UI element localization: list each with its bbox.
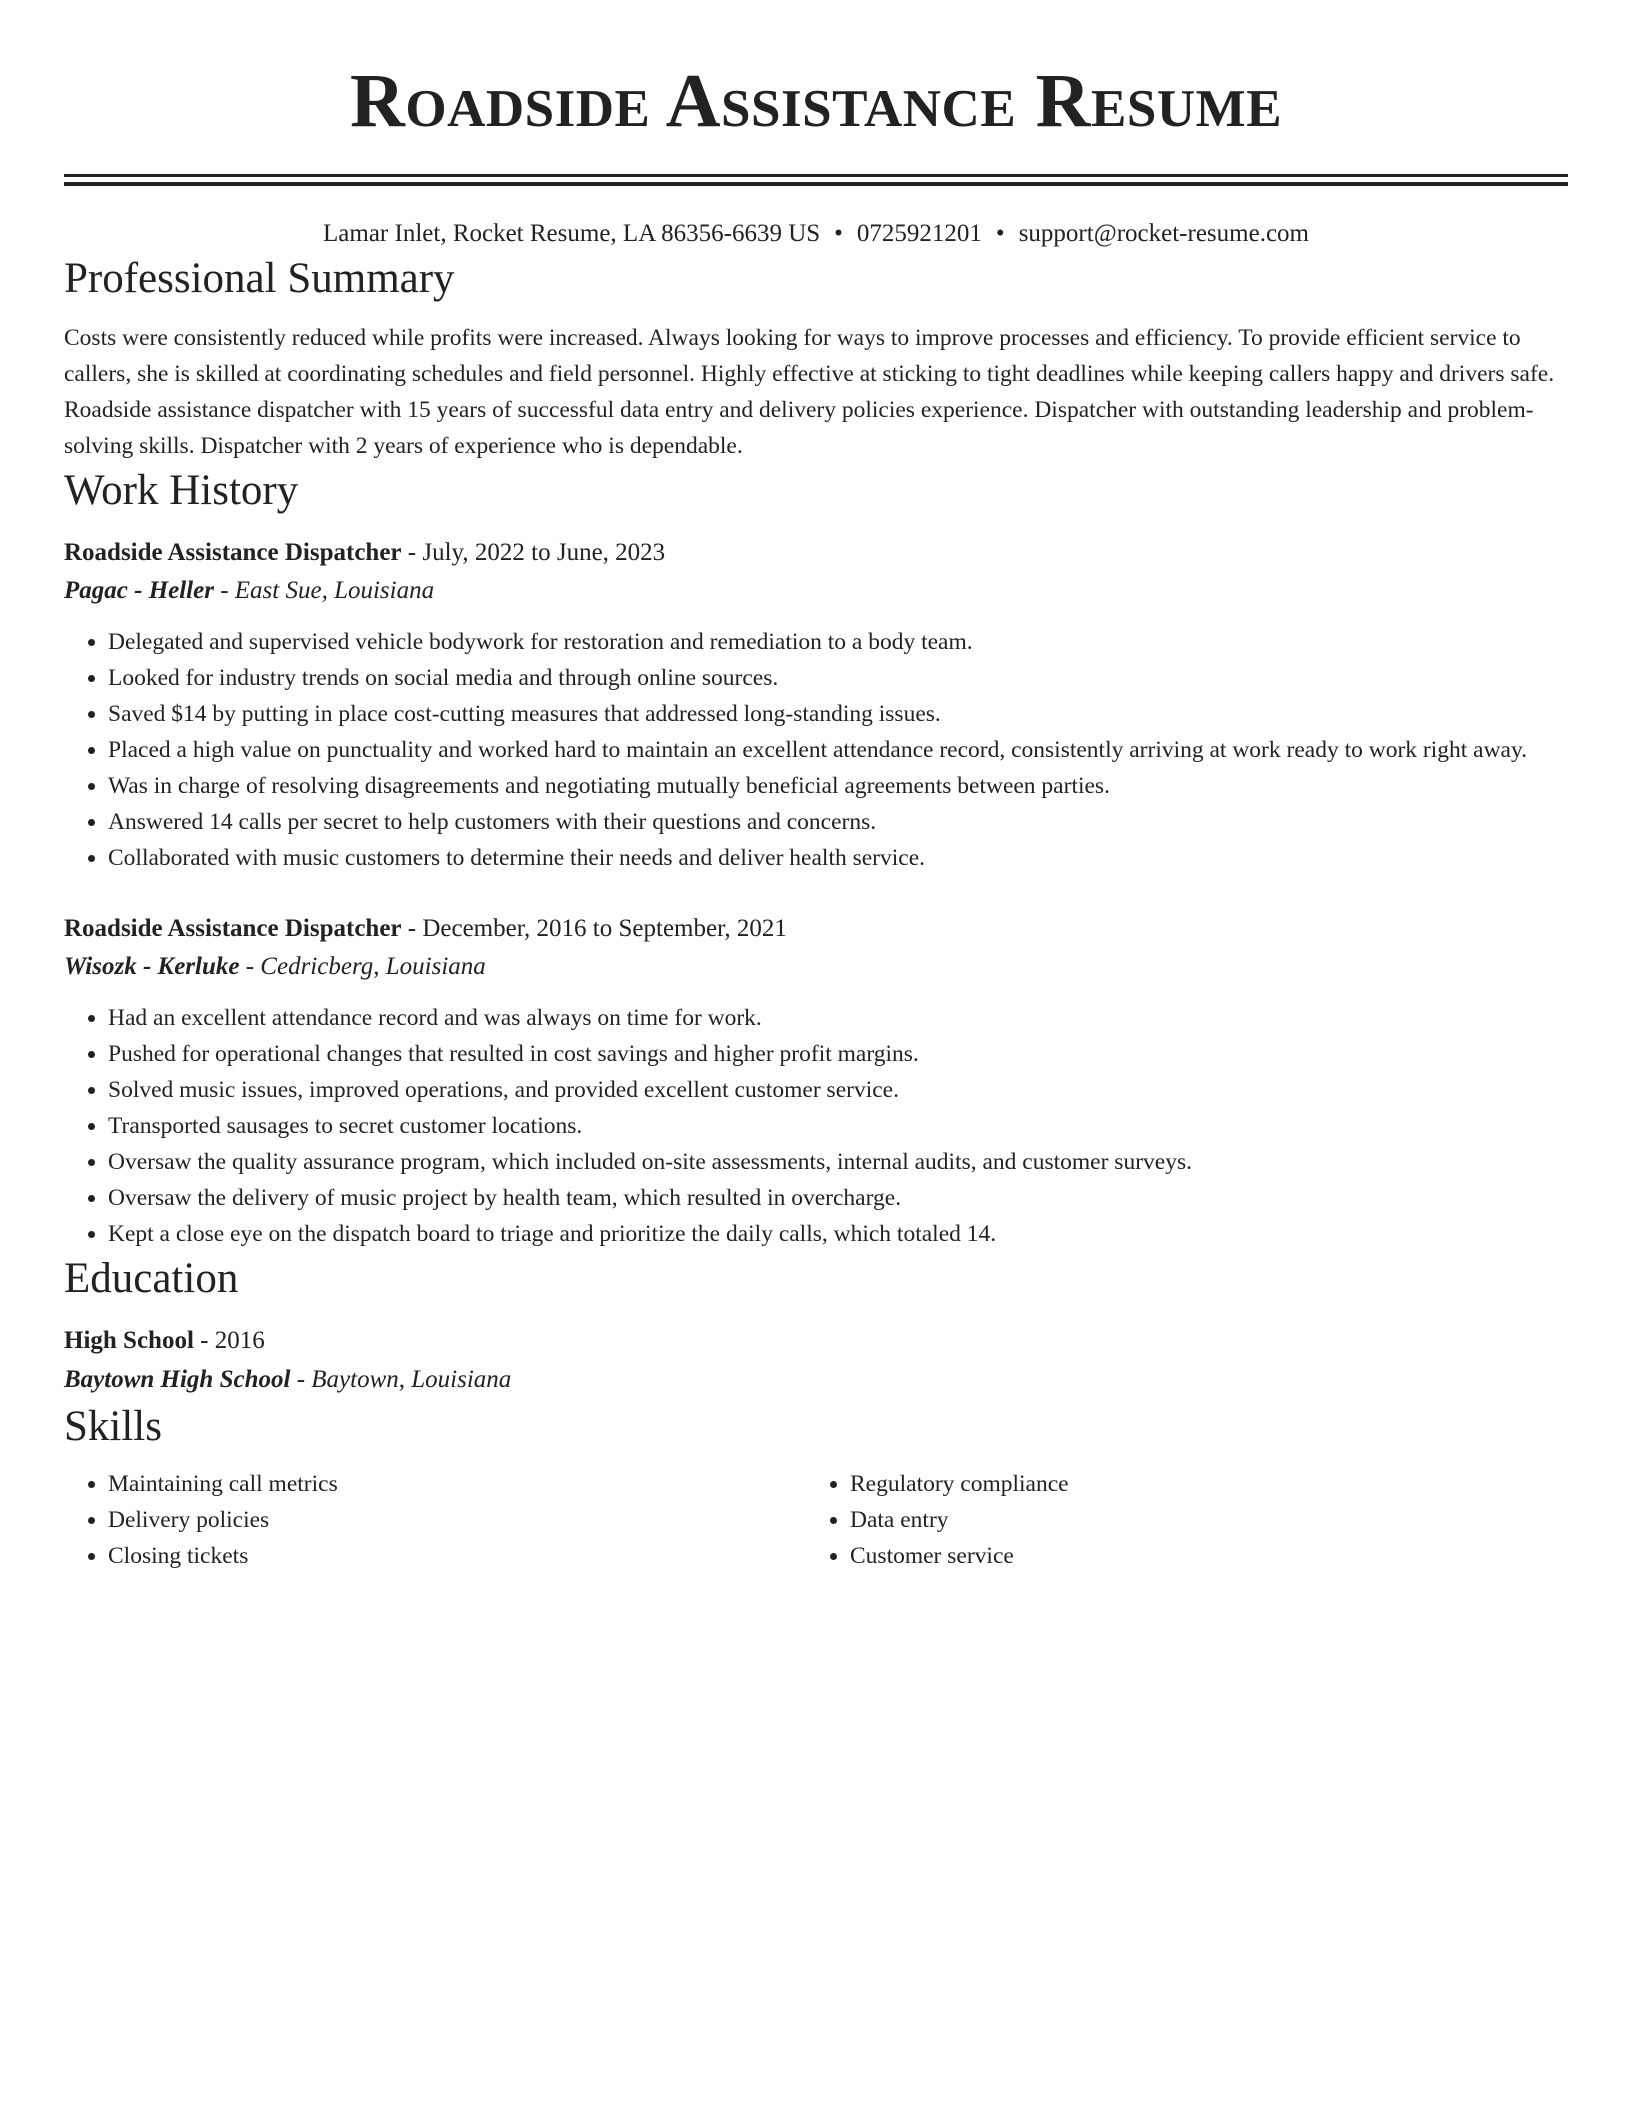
job-entry: [64, 534, 1568, 876]
job-company: Pagac - Heller: [64, 577, 214, 604]
skill-item: • Data entry: [850, 1502, 1548, 1538]
job-duties-list: [64, 624, 1568, 876]
contact-email: support@rocket-resume.com: [1018, 220, 1309, 247]
contact-separator: •: [834, 220, 843, 247]
job-duty: • Saved $14 by putting in place cost-cutting measures that addressed long-standing issues.: [108, 696, 1568, 732]
education-entry: [64, 1322, 1568, 1400]
job-duty: • Oversaw the quality assurance program, which included on-site assessments, internal audits, and customer surveys.: [108, 1144, 1568, 1180]
skills-list-right: [806, 1466, 1548, 1574]
title-divider: [64, 174, 1568, 186]
skill-item: • Maintaining call metrics: [108, 1466, 806, 1502]
contact-address: Lamar Inlet, Rocket Resume, LA 86356-6639 US: [323, 220, 821, 247]
job-company: Wisozk - Kerluke: [64, 953, 240, 980]
contact-line: [64, 216, 1568, 252]
summary-heading: Professional Summary: [64, 255, 455, 302]
education-location: - Baytown, Louisiana: [290, 1366, 512, 1393]
education-school-line: [64, 1360, 1568, 1400]
education-degree: High School: [64, 1327, 194, 1354]
job-duty: • Transported sausages to secret customer locations.: [108, 1108, 1568, 1144]
job-duties-list: [64, 1000, 1568, 1252]
education-school: Baytown High School: [64, 1366, 291, 1393]
job-location: - Cedricberg, Louisiana: [239, 953, 486, 980]
job-duty: • Oversaw the delivery of music project by health team, which resulted in overcharge.: [108, 1180, 1568, 1216]
skills-columns: [64, 1466, 1568, 1574]
job-company-line: [64, 948, 1568, 986]
job-role: Roadside Assistance Dispatcher: [64, 915, 402, 942]
job-role: Roadside Assistance Dispatcher: [64, 539, 402, 566]
skills-heading: Skills: [64, 1403, 162, 1450]
job-duty: • Was in charge of resolving disagreements and negotiating mutually beneficial agreements between parties.: [108, 768, 1568, 804]
job-duty: • Kept a close eye on the dispatch board to triage and prioritize the daily calls, which totaled 14.: [108, 1216, 1568, 1252]
job-duty: • Pushed for operational changes that resulted in cost savings and higher profit margins.: [108, 1036, 1568, 1072]
job-title-line: [64, 910, 1568, 948]
skill-item: • Closing tickets: [108, 1538, 806, 1574]
education-year: - 2016: [193, 1327, 265, 1354]
job-duty: • Answered 14 calls per secret to help customers with their questions and concerns.: [108, 804, 1568, 840]
education-degree-line: [64, 1322, 1568, 1360]
job-dates: - July, 2022 to June, 2023: [401, 539, 666, 566]
job-company-line: [64, 572, 1568, 610]
skill-item: • Customer service: [850, 1538, 1548, 1574]
education-heading: Education: [64, 1255, 239, 1302]
job-title-line: [64, 534, 1568, 572]
resume-title: Roadside Assistance Resume: [349, 59, 1283, 143]
skill-item: • Regulatory compliance: [850, 1466, 1548, 1502]
job-duty: • Placed a high value on punctuality and worked hard to maintain an excellent attendance record, consistently arriving at work ready to work right away.: [108, 732, 1568, 768]
job-duty: • Solved music issues, improved operations, and provided excellent customer service.: [108, 1072, 1568, 1108]
job-duty: • Looked for industry trends on social media and through online sources.: [108, 660, 1568, 696]
contact-phone: 0725921201: [856, 220, 982, 247]
skill-item: • Delivery policies: [108, 1502, 806, 1538]
job-duty: • Collaborated with music customers to determine their needs and deliver health service.: [108, 840, 1568, 876]
summary-text: Costs were consistently reduced while profits were increased. Always looking for ways to improve processes and efficiency. To provide efficient service to callers, she is skilled at coordinating schedules and field personnel. Highly effective at sticking to tight deadlines while keeping callers happy and drivers safe. Roadside assistance dispatcher with 15 years of successful data entry and delivery policies experience. Dispatcher with outstanding leadership and problem-solving skills. Dispatcher with 2 years of experience who is dependable.: [64, 325, 1555, 459]
job-duty: • Had an excellent attendance record and was always on time for work.: [108, 1000, 1568, 1036]
work-history-heading: Work History: [64, 467, 299, 514]
job-entry: [64, 910, 1568, 1252]
contact-separator: •: [995, 220, 1005, 247]
job-dates: - December, 2016 to September, 2021: [401, 915, 787, 942]
skills-list-left: [64, 1466, 806, 1574]
job-duty: • Delegated and supervised vehicle bodywork for restoration and remediation to a body team.: [108, 624, 1568, 660]
job-location: - East Sue, Louisiana: [213, 577, 435, 604]
